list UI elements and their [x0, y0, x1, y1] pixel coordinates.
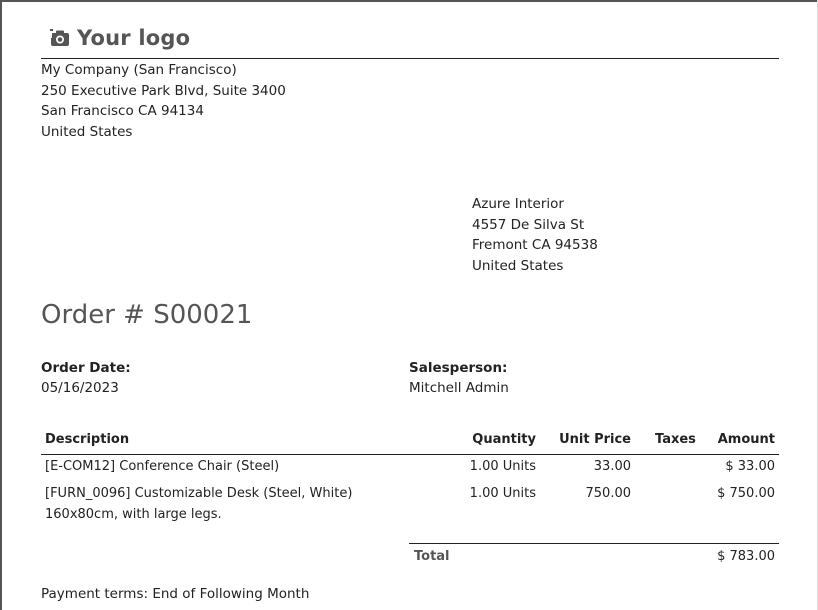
- order-date-label: Order Date:: [41, 360, 131, 376]
- column-header-quantity: Quantity: [472, 432, 536, 447]
- row-amount: $ 750.00: [717, 486, 775, 501]
- row-unit-price: 750.00: [585, 486, 631, 501]
- row-description: [FURN_0096] Customizable Desk (Steel, White): [45, 486, 353, 501]
- logo-text: Your logo: [77, 26, 191, 50]
- company-street: 250 Executive Park Blvd, Suite 3400: [41, 82, 286, 99]
- row-amount: $ 33.00: [725, 459, 775, 474]
- company-name: My Company (San Francisco): [41, 62, 237, 78]
- header-divider: [41, 58, 779, 59]
- payment-terms: Payment terms: End of Following Month: [41, 586, 310, 602]
- table-header-divider: [41, 454, 779, 455]
- total-divider: [409, 543, 779, 544]
- customer-name: Azure Interior: [472, 196, 564, 212]
- window-top-border: [0, 0, 818, 2]
- row-unit-price: 33.00: [593, 459, 631, 474]
- customer-address: [472, 194, 598, 276]
- order-title: Order # S00021: [41, 300, 253, 330]
- customer-street: 4557 De Silva St: [472, 216, 585, 233]
- salesperson-value: Mitchell Admin: [409, 380, 509, 396]
- column-header-amount: Amount: [717, 432, 775, 447]
- order-date-value: 05/16/2023: [41, 380, 119, 396]
- camera-icon: [50, 29, 70, 47]
- column-header-description: Description: [45, 432, 130, 447]
- row-description: [E-COM12] Conference Chair (Steel): [45, 459, 280, 474]
- company-address: [41, 60, 286, 142]
- salesperson-label: Salesperson:: [409, 360, 508, 376]
- row-quantity: 1.00 Units: [469, 459, 536, 474]
- company-country: United States: [41, 123, 133, 140]
- row-quantity: 1.00 Units: [469, 486, 536, 501]
- company-logo: [50, 26, 190, 50]
- customer-city: Fremont CA 94538: [472, 237, 598, 253]
- column-header-unit-price: Unit Price: [559, 432, 631, 447]
- total-value: $ 783.00: [717, 549, 775, 564]
- window-left-border: [0, 0, 2, 610]
- total-label: Total: [414, 549, 450, 564]
- customer-country: United States: [472, 257, 564, 274]
- company-city: San Francisco CA 94134: [41, 103, 204, 119]
- column-header-taxes: Taxes: [655, 432, 696, 447]
- row-description-line2: 160x80cm, with large legs.: [45, 507, 222, 522]
